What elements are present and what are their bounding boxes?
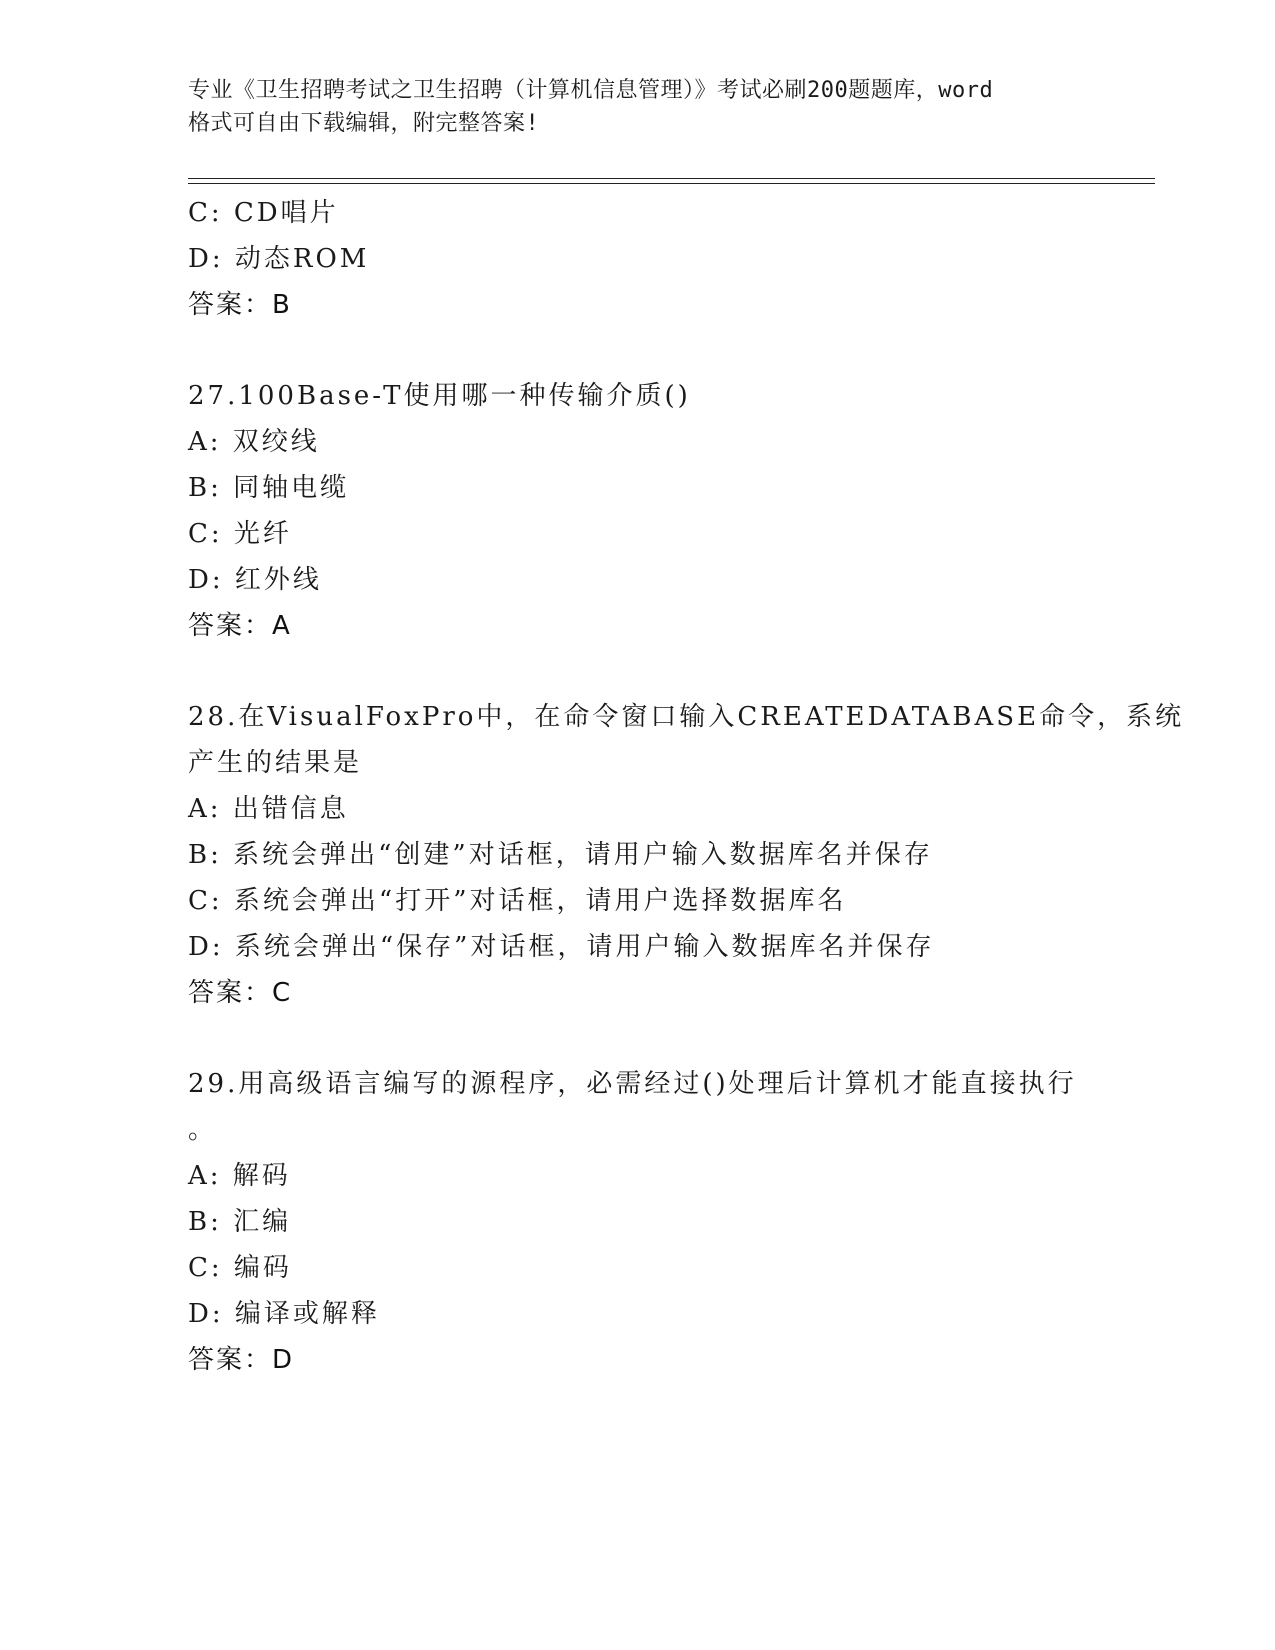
question-text: 28.在VisualFoxPro中，在命令窗口输入CREATEDATABASE命令，系统 (188, 702, 1185, 732)
question-content (188, 190, 1185, 1383)
option-b: B: 系统会弹出“创建”对话框，请用户输入数据库名并保存 (188, 840, 933, 870)
header-divider-bottom (188, 183, 1155, 184)
answer-line: 答案：D (188, 1345, 295, 1375)
question-27 (188, 373, 1088, 649)
question-text-continued: 。 (188, 1115, 218, 1145)
option-a: A: 解码 (188, 1161, 291, 1191)
question-28 (188, 694, 1185, 1016)
question-spacer (188, 1016, 1088, 1061)
option-a: A: 双绞线 (188, 427, 320, 457)
option-d: D: 红外线 (188, 565, 322, 595)
option-b: B: 同轴电缆 (188, 473, 350, 503)
option-c: C: CD唱片 (188, 198, 339, 228)
question-text: 27.100Base-T使用哪一种传输介质() (188, 381, 691, 411)
question-text-continued: 产生的结果是 (188, 748, 363, 778)
option-c: C: 编码 (188, 1253, 292, 1283)
question-spacer (188, 328, 1088, 373)
prev-question-block (188, 190, 1088, 328)
option-d: D: 动态ROM (188, 244, 370, 274)
header-divider-top (188, 178, 1155, 179)
header-line-1: 专业《卫生招聘考试之卫生招聘（计算机信息管理）》考试必刷200题题库，word (188, 78, 994, 103)
answer-line: 答案：B (188, 290, 292, 320)
header-line-2: 格式可自由下载编辑，附完整答案! (188, 111, 540, 136)
answer-line: 答案：C (188, 978, 293, 1008)
question-29 (188, 1061, 1088, 1383)
option-c: C: 系统会弹出“打开”对话框，请用户选择数据库名 (188, 886, 847, 916)
question-text: 29.用高级语言编写的源程序，必需经过()处理后计算机才能直接执行 (188, 1069, 1077, 1099)
document-header (188, 74, 1088, 140)
option-a: A: 出错信息 (188, 794, 349, 824)
question-spacer (188, 649, 1088, 694)
option-c: C: 光纤 (188, 519, 292, 549)
option-d: D: 编译或解释 (188, 1299, 380, 1329)
option-b: B: 汇编 (188, 1207, 292, 1237)
option-d: D: 系统会弹出“保存”对话框，请用户输入数据库名并保存 (188, 932, 935, 962)
answer-line: 答案：A (188, 611, 292, 641)
